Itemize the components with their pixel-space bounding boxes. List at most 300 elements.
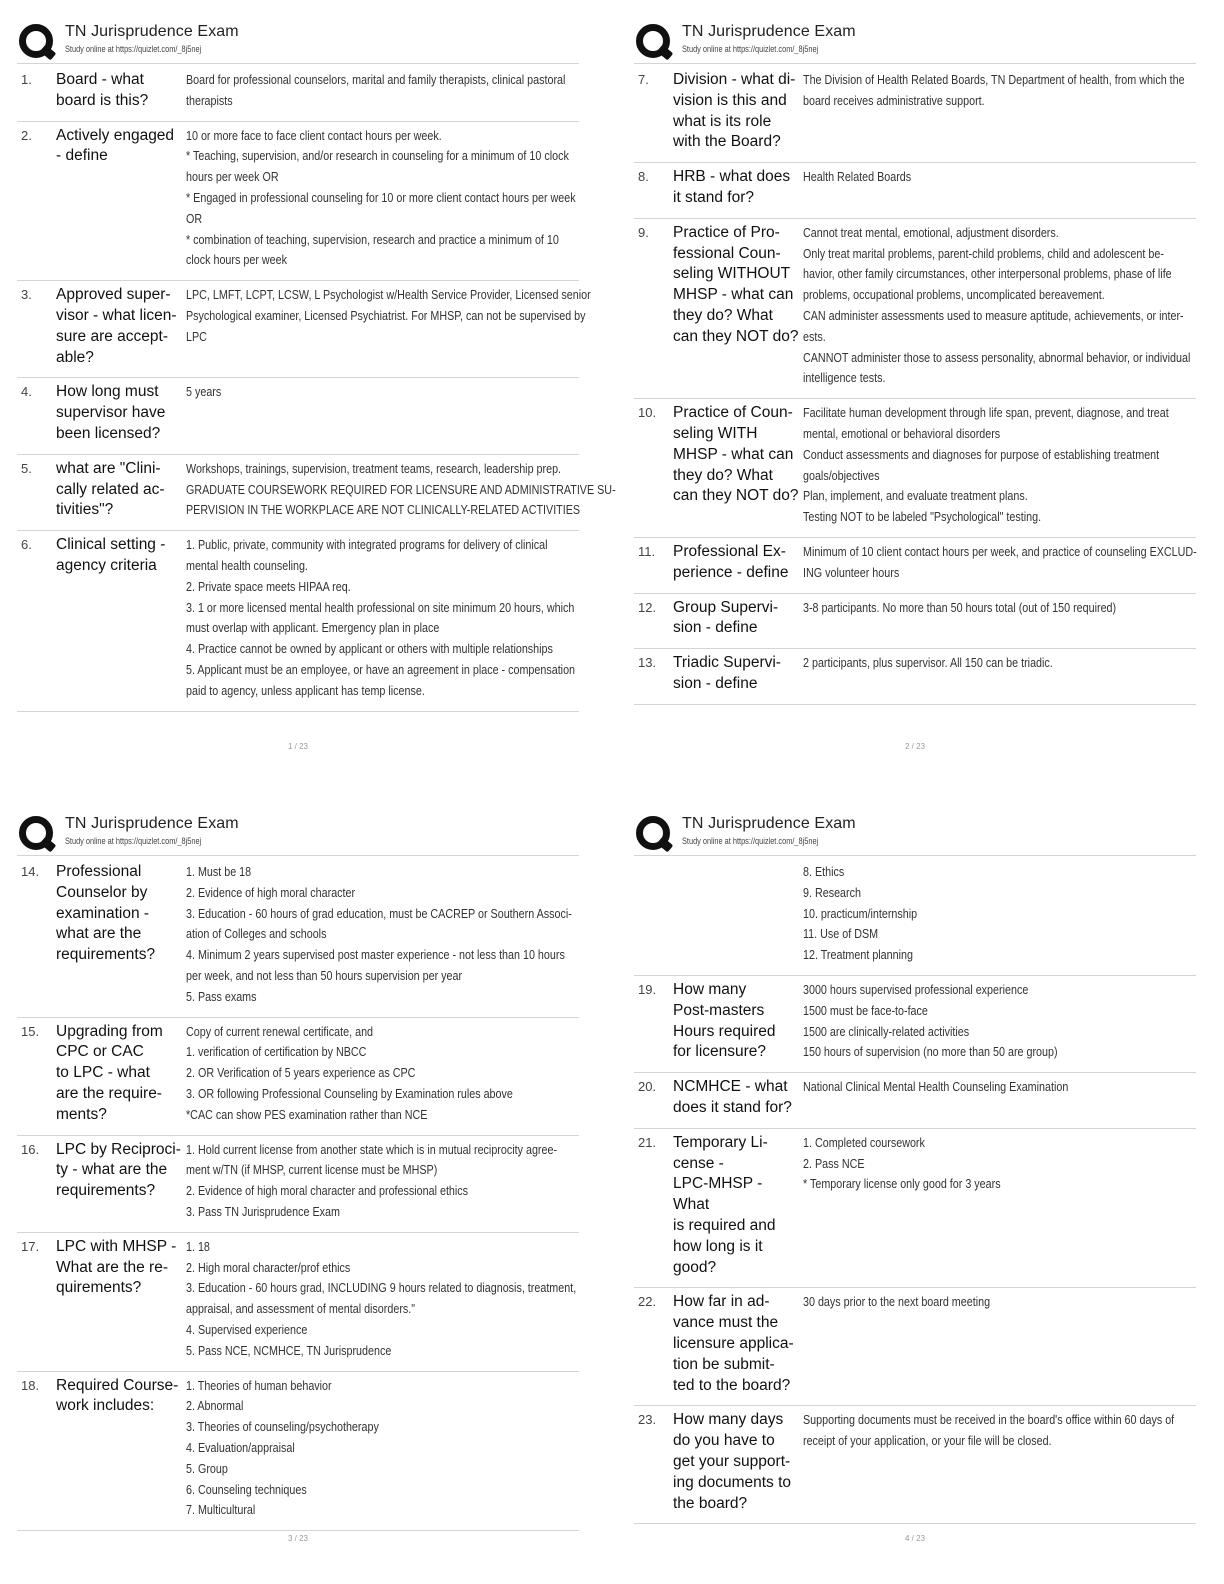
- definition-line: Cannot treat mental, emotional, adjustment disorders.: [803, 225, 1059, 240]
- definition-line: ation of Colleges and schools: [186, 927, 327, 942]
- definition-line: * combination of teaching, supervision, research and practice a minimum of 10: [186, 232, 559, 247]
- card-term: [673, 1077, 801, 1119]
- flashcard-row: [17, 455, 616, 531]
- term-line: is required and: [673, 1216, 776, 1234]
- definition-line: Conduct assessments and diagnoses for purpose of establishing treatment: [803, 447, 1160, 462]
- definition-line: Only treat marital problems, parent-child problems, child and adolescent be-: [803, 246, 1164, 261]
- card-definition: [801, 542, 1224, 584]
- quizlet-logo-icon: [634, 22, 674, 60]
- definition-line: CAN administer assessments used to measure aptitude, achievements, or inter-: [803, 308, 1184, 323]
- definition-line: 3-8 participants. No more than 50 hours total (out of 150 required): [803, 600, 1117, 615]
- card-number: 8.: [638, 169, 649, 185]
- card-definition: [801, 167, 1196, 209]
- logo-tail: [657, 837, 674, 853]
- term-line: ments?: [56, 1105, 107, 1123]
- term-line: good?: [673, 1258, 717, 1276]
- term-line: what is its role: [673, 112, 772, 130]
- card-term: [56, 285, 184, 368]
- card-term: [673, 1133, 801, 1279]
- flashcard-row: [634, 1288, 1196, 1406]
- quizlet-logo-icon: [17, 814, 57, 852]
- card-number: 1.: [21, 72, 32, 87]
- term-line: Professional: [56, 863, 142, 880]
- definition-line: 10 or more face to face client contact hours per week.: [186, 128, 442, 143]
- card-definition: [801, 862, 1196, 966]
- definition-line: 2. Evidence of high moral character and professional ethics: [186, 1184, 469, 1199]
- term-line: for licensure?: [673, 1043, 767, 1061]
- deck-title: TN Jurisprudence Exam: [65, 23, 239, 40]
- definition-line: 5. Group: [186, 1461, 228, 1476]
- card-term: [56, 382, 184, 444]
- quizlet-logo-icon: [17, 22, 57, 60]
- definition-line: 4. Minimum 2 years supervised post master experience - not less than 10 hours: [186, 948, 565, 963]
- definition-line: must overlap with applicant. Emergency plan in place: [186, 621, 440, 636]
- definition-line: problems, occupational problems, uncomplicated bereavement.: [803, 288, 1105, 303]
- term-line: work includes:: [56, 1397, 155, 1415]
- definition-line: Copy of current renewal certificate, and: [186, 1024, 374, 1039]
- card-definition: [801, 403, 1224, 528]
- term-line: get your support-: [673, 1452, 791, 1470]
- definition-line: LPC, LMFT, LCPT, LCSW, L Psychologist w/Health Service Provider, Licensed senior: [186, 288, 591, 303]
- card-number: 11.: [638, 543, 656, 559]
- page-header: [17, 20, 579, 58]
- definition-line: 6. Counseling techniques: [186, 1482, 307, 1497]
- card-definition: [801, 980, 1196, 1063]
- term-line: visor - what licen-: [56, 306, 177, 324]
- deck-subtitle: Study online at https://quizlet.com/_8j5nej: [65, 836, 202, 846]
- definition-line: 4. Evaluation/appraisal: [186, 1440, 295, 1455]
- card-term: [56, 126, 184, 272]
- term-line: vance must the: [673, 1314, 779, 1332]
- term-line: MHSP - what can: [673, 286, 794, 304]
- term-line: sure are accept-: [56, 327, 168, 345]
- card-list: [634, 66, 1196, 705]
- term-line: quirements?: [56, 1279, 142, 1297]
- flashcard-row: [17, 858, 579, 1018]
- term-line: supervisor have: [56, 404, 166, 422]
- term-line: Board - what: [56, 71, 144, 88]
- term-line: Clinical setting -: [56, 536, 166, 554]
- definition-line: 4. Practice cannot be owned by applicant or others with multiple relationships: [186, 642, 553, 657]
- definition-line: 1. Completed coursework: [803, 1135, 925, 1150]
- term-line: How far in ad-: [673, 1293, 770, 1311]
- term-line: Upgrading from: [56, 1022, 163, 1040]
- definition-line: 5. Applicant must be an employee, or have an agreement in place - compensation: [186, 662, 576, 677]
- definition-line: The Division of Health Related Boards, TN Department of health, from which the: [803, 73, 1185, 87]
- card-term: [56, 535, 184, 701]
- flashcard-row: [17, 122, 579, 282]
- card-number: 15.: [21, 1023, 40, 1039]
- definition-line: 2 participants, plus supervisor. All 150 can be triadic.: [803, 656, 1053, 671]
- deck-title: TN Jurisprudence Exam: [682, 23, 856, 40]
- card-number: 4.: [21, 384, 32, 400]
- deck-subtitle: Study online at https://quizlet.com/_8j5nej: [682, 44, 819, 54]
- card-list: [17, 66, 616, 712]
- definition-line: Minimum of 10 client contact hours per week, and practice of counseling EXCLUD-: [803, 544, 1197, 559]
- definition-line: 3. OR following Professional Counseling by Examination rules above: [186, 1086, 513, 1101]
- definition-line: mental, emotional or behavioral disorders: [803, 426, 1001, 441]
- term-line: examination -: [56, 904, 150, 922]
- page-header: [634, 812, 1196, 850]
- card-number: 14.: [21, 864, 40, 879]
- definition-line: 1. Must be 18: [186, 865, 252, 879]
- card-definition: [801, 653, 1196, 695]
- card-definition: [801, 598, 1196, 640]
- deck-subtitle: Study online at https://quizlet.com/_8j5nej: [65, 44, 202, 54]
- definition-line: Plan, implement, and evaluate treatment plans.: [803, 489, 1028, 504]
- card-term: [673, 70, 801, 153]
- card-number: 17.: [21, 1238, 40, 1254]
- flashcard-row: [17, 531, 579, 711]
- term-line: Temporary Li-: [673, 1133, 768, 1151]
- flashcard-row: [634, 538, 1196, 594]
- term-line: Practice of Coun-: [673, 404, 793, 422]
- card-term: [56, 459, 184, 521]
- card-definition: [801, 1292, 1196, 1396]
- card-definition: [801, 1410, 1224, 1514]
- term-line: HRB - what does: [673, 168, 791, 186]
- definition-line: Health Related Boards: [803, 170, 912, 185]
- card-number: 10.: [638, 405, 657, 421]
- definition-line: Facilitate human development through life span, prevent, diagnose, and treat: [803, 406, 1169, 421]
- flashcard-row: [634, 1406, 1196, 1524]
- definition-line: 5 years: [186, 385, 222, 400]
- definition-line: 1. Public, private, community with integrated programs for delivery of clinical: [186, 538, 548, 553]
- definition-line: 2. High moral character/prof ethics: [186, 1260, 351, 1275]
- flashcard-row: [17, 1136, 579, 1233]
- card-definition: [184, 1376, 579, 1522]
- term-line: tivities"?: [56, 501, 114, 519]
- definition-line: LPC: [186, 329, 207, 344]
- card-definition: [184, 862, 639, 1008]
- term-line: with the Board?: [673, 133, 781, 151]
- term-line: what are the: [56, 925, 142, 943]
- flashcard-row: [634, 219, 1196, 399]
- card-definition: [801, 1077, 1196, 1119]
- card-number: 12.: [638, 599, 657, 615]
- term-line: they do? What: [673, 466, 773, 484]
- card-number: 9.: [638, 224, 649, 240]
- definition-line: board receives administrative support.: [803, 93, 985, 108]
- definition-line: 30 days prior to the next board meeting: [803, 1295, 991, 1310]
- definition-line: 2. Private space meets HIPAA req.: [186, 579, 351, 594]
- definition-line: * Engaged in professional counseling for 10 or more client contact hours per week: [186, 190, 576, 205]
- card-term: [673, 1292, 801, 1396]
- term-line: seling WITHOUT: [673, 265, 791, 283]
- term-line: Group Supervi-: [673, 598, 779, 616]
- term-line: seling WITH: [673, 424, 758, 442]
- term-line: requirements?: [56, 1182, 156, 1200]
- term-line: perience - define: [673, 563, 789, 581]
- definition-line: ment w/TN (if MHSP, current license must be MHSP): [186, 1163, 438, 1178]
- card-number: 7.: [638, 72, 649, 87]
- flashcard-row: [17, 1233, 579, 1372]
- term-line: MHSP - what can: [673, 445, 794, 463]
- card-list: [634, 858, 1196, 1524]
- card-term: [673, 542, 801, 584]
- term-line: it stand for?: [673, 188, 754, 206]
- definition-line: ING volunteer hours: [803, 565, 900, 580]
- card-term: [56, 862, 184, 1008]
- definition-line: 1. verification of certification by NBCC: [186, 1045, 367, 1060]
- logo-tail: [40, 837, 57, 853]
- card-definition: [184, 1237, 644, 1362]
- quizlet-logo-icon: [634, 814, 674, 852]
- term-line: what are "Clini-: [56, 459, 161, 477]
- term-line: Professional Ex-: [673, 542, 786, 560]
- definition-line: 8. Ethics: [803, 865, 845, 879]
- term-line: Practice of Pro-: [673, 223, 780, 241]
- card-number: 2.: [21, 127, 32, 143]
- definition-line: 150 hours of supervision (no more than 50 are group): [803, 1045, 1058, 1060]
- term-line: board is this?: [56, 91, 149, 109]
- definition-line: 12. Treatment planning: [803, 948, 913, 963]
- term-line: how long is it: [673, 1237, 763, 1255]
- term-line: ty - what are the: [56, 1161, 168, 1179]
- term-line: do you have to: [673, 1432, 775, 1450]
- definition-line: 3. 1 or more licensed mental health professional on site minimum 20 hours, which: [186, 600, 575, 615]
- term-line: NCMHCE - what: [673, 1078, 788, 1096]
- flashcard-row: [17, 66, 579, 122]
- definition-line: Psychological examiner, Licensed Psychiatrist. For MHSP, can not be supervised by: [186, 308, 586, 323]
- definition-line: hours per week OR: [186, 170, 279, 185]
- flashcard-row: [634, 1073, 1196, 1129]
- card-term: [673, 980, 801, 1063]
- term-line: agency criteria: [56, 556, 157, 574]
- definition-line: PERVISION IN THE WORKPLACE ARE NOT CLINICALLY-RELATED ACTIVITIES: [186, 503, 581, 518]
- term-line: cally related ac-: [56, 480, 165, 498]
- card-term: [56, 1237, 184, 1362]
- definition-line: 3000 hours supervised professional experience: [803, 982, 1029, 997]
- term-line: they do? What: [673, 306, 773, 324]
- definition-line: GRADUATE COURSEWORK REQUIRED FOR LICENSURE AND ADMINISTRATIVE SU-: [186, 482, 616, 497]
- flashcard-row: [634, 649, 1196, 705]
- term-line: able?: [56, 348, 94, 366]
- term-line: licensure applica-: [673, 1334, 794, 1352]
- term-line: Triadic Supervi-: [673, 654, 781, 672]
- card-definition: [184, 1022, 579, 1126]
- flashcard-row: [634, 1129, 1196, 1289]
- card-term: [56, 1022, 184, 1126]
- definition-line: receipt of your application, or your file will be closed.: [803, 1434, 1052, 1449]
- definition-line: 1500 must be face-to-face: [803, 1003, 928, 1018]
- term-line: CPC or CAC: [56, 1043, 144, 1061]
- card-number: 13.: [638, 655, 657, 671]
- deck-title: TN Jurisprudence Exam: [65, 815, 239, 832]
- card-number: 23.: [638, 1412, 657, 1428]
- flashcard-row: [17, 281, 591, 378]
- term-line: sion - define: [673, 619, 758, 637]
- definition-line: 2. Abnormal: [186, 1399, 244, 1414]
- definition-line: *CAC can show PES examination rather than NCE: [186, 1107, 428, 1122]
- definition-line: National Clinical Mental Health Counseling Examination: [803, 1080, 1069, 1095]
- card-term: [673, 223, 801, 389]
- term-line: LPC with MHSP -: [56, 1237, 177, 1255]
- card-number: 3.: [21, 287, 32, 303]
- definition-line: intelligence tests.: [803, 371, 886, 386]
- term-line: ing documents to: [673, 1473, 792, 1491]
- card-number: [634, 862, 673, 966]
- definition-line: 1500 are clinically-related activities: [803, 1024, 970, 1039]
- definition-line: 2. Evidence of high moral character: [186, 885, 356, 900]
- card-definition: [184, 535, 642, 701]
- card-definition: [801, 1133, 1196, 1279]
- page-4: [634, 812, 1196, 1582]
- flashcard-row: [17, 378, 579, 454]
- flashcard-row: [17, 1018, 579, 1136]
- header-divider: [17, 855, 579, 856]
- term-line: Hours required: [673, 1022, 776, 1040]
- card-definition: [184, 1140, 621, 1223]
- term-line: What are the re-: [56, 1258, 168, 1276]
- term-line: How many: [673, 980, 747, 998]
- page-number: 1 / 23: [287, 742, 308, 751]
- definition-line: 11. Use of DSM: [803, 927, 879, 942]
- definition-line: paid to agency, unless applicant has temp license.: [186, 683, 425, 698]
- term-line: - define: [56, 147, 108, 165]
- definition-line: clock hours per week: [186, 253, 287, 268]
- term-line: can they NOT do?: [673, 487, 799, 505]
- page-number: 4 / 23: [904, 1534, 925, 1543]
- definition-line: 7. Multicultural: [186, 1503, 256, 1518]
- card-definition: [184, 382, 579, 444]
- flashcard-row: [634, 594, 1196, 650]
- deck-subtitle: Study online at https://quizlet.com/_8j5nej: [682, 836, 819, 846]
- card-term: [673, 862, 801, 966]
- term-line: vision is this and: [673, 91, 787, 109]
- flashcard-row: [634, 399, 1196, 538]
- term-line: sion - define: [673, 674, 758, 692]
- card-term: [673, 653, 801, 695]
- card-number: 19.: [638, 981, 657, 997]
- header-divider: [634, 63, 1196, 64]
- card-term: [56, 1376, 184, 1522]
- definition-line: 2. OR Verification of 5 years experience as CPC: [186, 1066, 416, 1081]
- card-number: 20.: [638, 1079, 657, 1095]
- definition-line: Workshops, trainings, supervision, treatment teams, research, leadership prep.: [186, 461, 562, 476]
- definition-line: 1. 18: [186, 1239, 210, 1254]
- header-divider: [634, 855, 1196, 856]
- card-definition: [801, 70, 1224, 153]
- term-line: the board?: [673, 1494, 748, 1512]
- page-header: [17, 812, 579, 850]
- term-line: requirements?: [56, 946, 156, 964]
- card-definition: [184, 126, 643, 272]
- definition-line: Board for professional counselors, marital and family therapists, clinical pastoral: [186, 73, 566, 87]
- definition-line: ests.: [803, 329, 826, 344]
- term-line: are the require-: [56, 1084, 162, 1102]
- definition-line: 3. Education - 60 hours of grad education, must be CACREP or Southern Associ-: [186, 906, 572, 921]
- term-line: does it stand for?: [673, 1098, 792, 1116]
- term-line: Counselor by: [56, 883, 148, 901]
- card-definition: [184, 459, 690, 521]
- page-header: [634, 20, 1196, 58]
- term-line: to LPC - what: [56, 1064, 150, 1082]
- header-divider: [17, 63, 579, 64]
- term-line: fessional Coun-: [673, 244, 781, 262]
- deck-title: TN Jurisprudence Exam: [682, 815, 856, 832]
- term-line: How many days: [673, 1411, 784, 1429]
- flashcard-row: [634, 858, 1196, 976]
- flashcard-row: [634, 976, 1196, 1073]
- term-line: cense -: [673, 1154, 724, 1172]
- card-term: [673, 403, 801, 528]
- definition-line: Supporting documents must be received in the board's office within 60 days of: [803, 1413, 1175, 1428]
- card-definition: [184, 285, 661, 368]
- card-number: 5.: [21, 460, 32, 476]
- definition-line: 2. Pass NCE: [803, 1156, 865, 1171]
- page-2: [634, 20, 1196, 790]
- term-line: LPC-MHSP - What: [673, 1175, 763, 1214]
- page-number: 2 / 23: [904, 742, 925, 751]
- card-number: 6.: [21, 537, 32, 553]
- page-3: [17, 812, 579, 1582]
- term-line: Division - what di-: [673, 71, 796, 88]
- card-term: [673, 598, 801, 640]
- card-number: 18.: [21, 1377, 40, 1393]
- term-line: can they NOT do?: [673, 327, 799, 345]
- page-number: 3 / 23: [287, 1534, 308, 1543]
- card-definition: [184, 70, 631, 112]
- definition-line: 1. Theories of human behavior: [186, 1378, 332, 1393]
- definition-line: 3. Education - 60 hours grad, INCLUDING 9 hours related to diagnosis, treatment,: [186, 1281, 577, 1296]
- definition-line: 4. Supervised experience: [186, 1322, 308, 1337]
- term-line: How long must: [56, 383, 159, 401]
- definition-line: Testing NOT to be labeled "Psychological" testing.: [803, 510, 1042, 525]
- definition-line: goals/objectives: [803, 468, 880, 483]
- definition-line: therapists: [186, 93, 233, 108]
- term-line: Approved super-: [56, 286, 171, 304]
- definition-line: * Teaching, supervision, and/or research in counseling for a minimum of 10 clock: [186, 149, 569, 164]
- page-1: [17, 20, 616, 790]
- definition-line: 1. Hold current license from another state which is in mutual reciprocity agree-: [186, 1142, 558, 1157]
- definition-line: OR: [186, 211, 203, 226]
- flashcard-row: [634, 163, 1196, 219]
- definition-line: CANNOT administer those to assess personality, abnormal behavior, or individual: [803, 350, 1191, 365]
- definition-line: 3. Pass TN Jurisprudence Exam: [186, 1204, 340, 1219]
- term-line: Required Course-: [56, 1376, 179, 1394]
- term-line: ted to the board?: [673, 1376, 791, 1394]
- definition-line: 9. Research: [803, 885, 861, 900]
- card-term: [56, 1140, 184, 1223]
- card-term: [673, 1410, 801, 1514]
- term-line: been licensed?: [56, 424, 161, 442]
- term-line: Post-masters: [673, 1001, 765, 1019]
- flashcard-row: [634, 66, 1196, 163]
- logo-tail: [40, 45, 57, 61]
- card-term: [673, 167, 801, 209]
- term-line: LPC by Reciproci-: [56, 1140, 181, 1158]
- definition-line: 10. practicum/internship: [803, 906, 918, 921]
- definition-line: havior, other family circumstances, other interpersonal problems, phase of life: [803, 267, 1172, 282]
- card-number: 21.: [638, 1134, 657, 1150]
- definition-line: * Temporary license only good for 3 years: [803, 1177, 1001, 1192]
- definition-line: 5. Pass NCE, NCMHCE, TN Jurisprudence: [186, 1343, 392, 1358]
- term-line: Actively engaged: [56, 126, 175, 144]
- logo-tail: [657, 45, 674, 61]
- card-term: [56, 70, 184, 112]
- definition-line: 3. Theories of counseling/psychotherapy: [186, 1420, 379, 1435]
- term-line: tion be submit-: [673, 1355, 775, 1373]
- definition-line: appraisal, and assessment of mental disorders.": [186, 1302, 416, 1317]
- card-number: 16.: [21, 1141, 40, 1157]
- card-list: [17, 858, 579, 1531]
- definition-line: per week, and not less than 50 hours supervision per year: [186, 968, 463, 983]
- card-number: 22.: [638, 1294, 657, 1310]
- definition-line: 5. Pass exams: [186, 989, 257, 1004]
- definition-line: mental health counseling.: [186, 558, 308, 573]
- card-definition: [801, 223, 1224, 389]
